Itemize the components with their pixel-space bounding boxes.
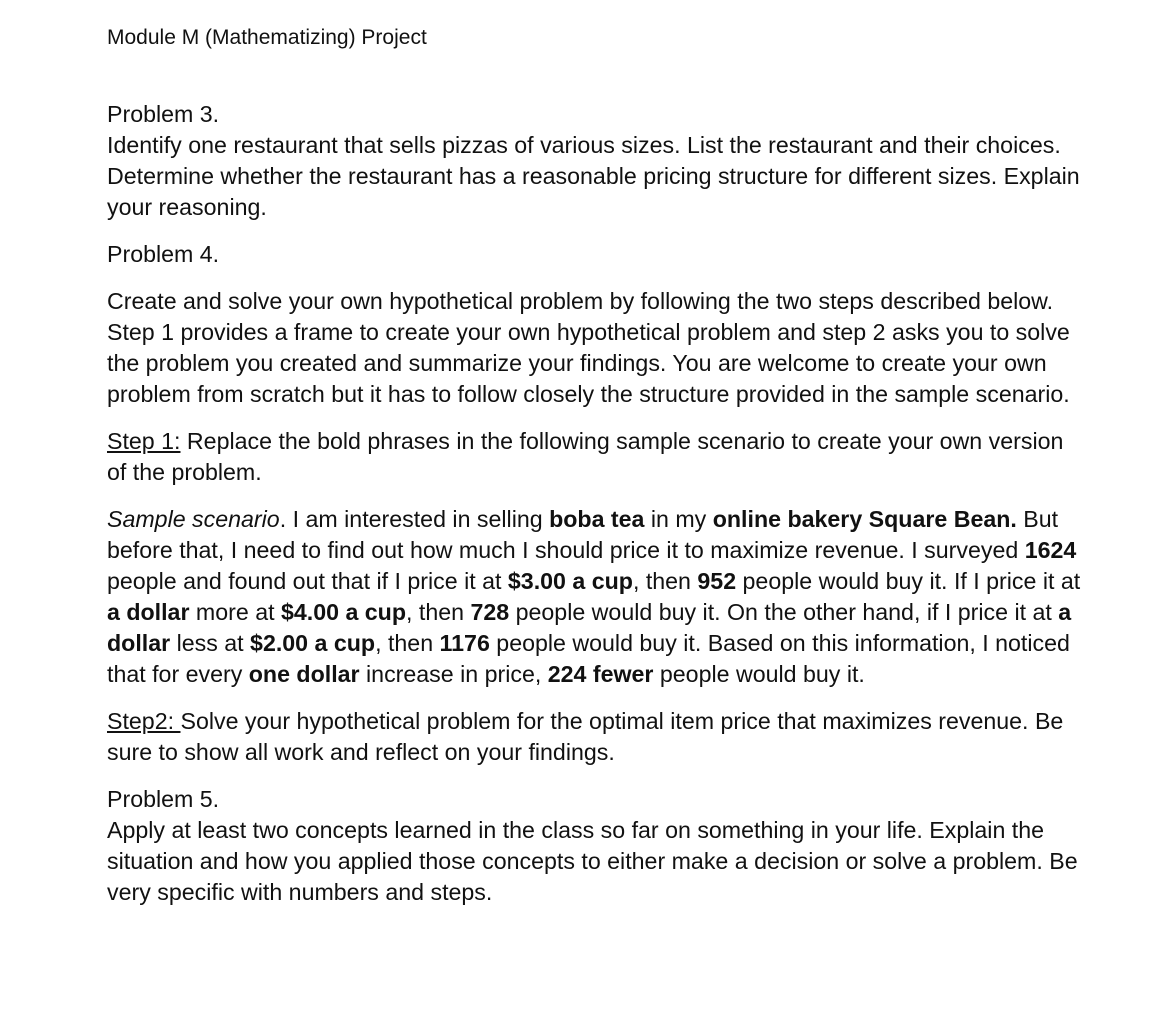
scenario-label: Sample scenario <box>107 506 280 532</box>
scenario-text: more at <box>189 599 281 625</box>
scenario-bold-phrase: a dollar <box>107 599 190 625</box>
scenario-text: people would buy it. On the other hand, if I price it at <box>509 599 1059 625</box>
scenario-bold-phrase: one dollar <box>248 661 360 687</box>
document-body <box>107 99 1082 924</box>
scenario-text: . I am interested in selling <box>279 506 550 532</box>
step-1-paragraph <box>107 426 1082 488</box>
scenario-bold-phrase: $4.00 a cup <box>280 599 407 625</box>
problem-3-title: Problem 3. <box>107 101 220 127</box>
scenario-bold-phrase: 952 <box>697 568 737 594</box>
step-1-label: Step 1: <box>107 428 181 454</box>
scenario-text: , then <box>406 599 471 625</box>
scenario-bold-phrase: boba tea <box>549 506 645 532</box>
scenario-text: increase in price, <box>359 661 548 687</box>
document-header: Module M (Mathematizing) Project <box>107 26 427 49</box>
scenario-text: But before that, I need to find out how much I should price it to maximize revenue. I surveyed <box>107 506 1059 563</box>
scenario-bold-phrase: online bakery Square Bean. <box>712 506 1017 532</box>
scenario-text: less at <box>170 630 251 656</box>
problem-4-title: Problem 4. <box>107 241 220 267</box>
scenario-bold-phrase: $2.00 a cup <box>250 630 376 656</box>
scenario-bold-phrase: 1624 <box>1024 537 1077 563</box>
step-2-label: Step2: <box>107 708 181 734</box>
scenario-text: , then <box>632 568 698 594</box>
scenario-bold-phrase: 728 <box>470 599 510 625</box>
scenario-bold-phrase: a dollar <box>107 599 1072 656</box>
scenario-text: , then <box>375 630 440 656</box>
scenario-bold-phrase: $3.00 a cup <box>507 568 633 594</box>
scenario-text: people and found out that if I price it at <box>107 568 508 594</box>
step-1-text: Replace the bold phrases in the following sample scenario to create your own version of the problem. <box>107 428 1064 485</box>
problem-4-intro: Create and solve your own hypothetical problem by following the two steps described below. Step 1 provides a frame to create your own hypothetical problem and step 2 asks you to solve the problem you created and summarize your findings. You are welcome to create your own problem from scratch but it has to follow closely the structure provided in the sample scenario. <box>107 288 1070 407</box>
scenario-text: people would buy it. If I price it at <box>736 568 1081 594</box>
problem-3-text: Identify one restaurant that sells pizzas of various sizes. List the restaurant and their choices. Determine whether the restaurant has a reasonable pricing structure for different sizes. Explain your reasoning. <box>107 132 1080 220</box>
scenario-text: people would buy it. <box>653 661 865 687</box>
scenario-bold-phrase: 224 fewer <box>547 661 654 687</box>
step-2-paragraph <box>107 706 1082 768</box>
sample-scenario-paragraph <box>107 504 1082 690</box>
scenario-text: in my <box>644 506 713 532</box>
problem-5-title: Problem 5. <box>107 786 220 812</box>
step-2-text: Solve your hypothetical problem for the optimal item price that maximizes revenue. Be sure to show all work and reflect on your findings. <box>107 708 1064 765</box>
scenario-bold-phrase: 1176 <box>439 630 490 656</box>
problem-5-text: Apply at least two concepts learned in the class so far on something in your life. Explain the situation and how you applied those concepts to either make a decision or solve a problem. Be very specific with numbers and steps. <box>107 817 1078 905</box>
scenario-text: people would buy it. Based on this information, I noticed that for every <box>107 630 1070 687</box>
